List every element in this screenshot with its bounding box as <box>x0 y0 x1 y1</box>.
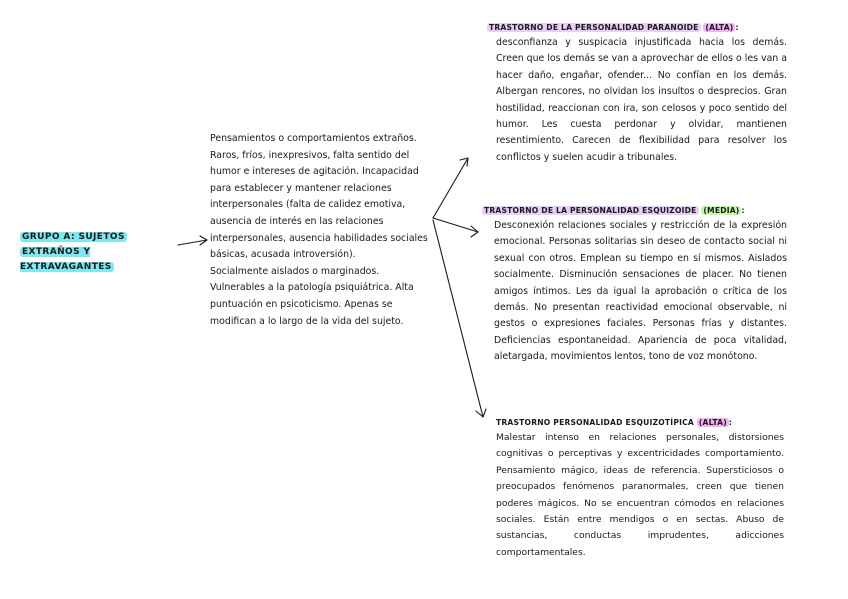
heading-colon: : <box>728 418 733 427</box>
branch-body: Malestar intenso en relaciones personales, distorsiones cognitivas o perceptivas y excentricidades comportamiento. Pensamiento mágico, ideas de referencia. Supersticiosos o preocupados fenómenos paranormales, creen que tienen poderes mágicos. No se encuentran cómodos en relaciones sociales. Están entre mendigos o en sectas. Abuso de sustancias, conductas imprudentes, adicciones comportamentales. <box>496 432 784 558</box>
group-title <box>20 230 180 275</box>
group-description-paragraph: Pensamientos o comportamientos extraños. Raros, fríos, inexpresivos, falta sentido del humor e intereses de agitación. Incapacidad para establecer y mantener relaciones interpersonales (falta de calidez emotiva, ausencia de interés en las relaciones interpersonales, ausencia habilidades sociales básicas, acusada introversión). <box>210 133 428 261</box>
heading-colon: : <box>741 206 745 215</box>
group-description-paragraph: Socialmente aislados o marginados. Vulnerables a la patología psiquiátrica. Alta puntuación en psicoticismo. Apenas se modifican a lo largo de la vida del sujeto. <box>210 265 414 327</box>
branch-title: TRASTORNO PERSONALIDAD ESQUIZOTÍPICA <box>496 418 694 427</box>
branch-body: Desconexión relaciones sociales y restricción de la expresión emocional. Personas solitarias sin deseo de contacto social ni sexual con otros. Emplean su tiempo en sí mismos. Aislados socialmente. Disminución sensaciones de placer. No tienen amigos íntimos. Les da igual la aprobación o crítica de los demás. No presentan reactividad emocional observable, ni gestos o expresiones faciales. Personas frías y distantes. Deficiencias espontaneidad. Apariencia de poca vitalidad, aletargada, movimientos lentos, tono de voz monótono. <box>494 220 787 363</box>
group-title-line1: GRUPO A: SUJETOS <box>22 232 125 242</box>
arrow-center-to-esquizotipica <box>433 220 483 417</box>
branch-esquizotipica <box>496 416 784 561</box>
branch-title: TRASTORNO DE LA PERSONALIDAD ESQUIZOIDE <box>484 206 697 215</box>
branch-heading <box>487 21 787 35</box>
severity-badge: (MEDIA) <box>703 206 740 215</box>
severity-badge: (ALTA) <box>698 418 727 427</box>
arrow-center-to-esquizoide <box>433 218 478 232</box>
arrow-center-to-paranoide <box>433 158 468 218</box>
branch-paranoide <box>487 21 787 166</box>
branch-title: TRASTORNO DE LA PERSONALIDAD PARANOIDE <box>489 23 699 32</box>
branch-body: desconfianza y suspicacia injustificada hacia los demás. Creen que los demás se van a aprovechar de ellos o les van a hacer daño, engañar, ofender... No confían en los demás. Albergan rencores, no olvidan los insultos o desprecios. Gran hostilidad, reaccionan con ira, son celosos y poco sentido del humor. Les cuesta perdonar y olvidar, mantienen resentimiento. Carecen de flexibilidad para resolver los conflictos y suelen acudir a tribunales. <box>496 37 787 163</box>
group-title-line2: EXTRAÑOS Y EXTRAVAGANTES <box>20 247 112 272</box>
group-description <box>210 131 435 330</box>
heading-colon: : <box>735 23 739 32</box>
severity-badge: (ALTA) <box>705 23 734 32</box>
branch-heading <box>482 204 787 218</box>
arrowhead-center-to-esquizoide <box>471 226 478 237</box>
branch-esquizoide <box>482 204 787 366</box>
branch-heading <box>496 416 784 430</box>
